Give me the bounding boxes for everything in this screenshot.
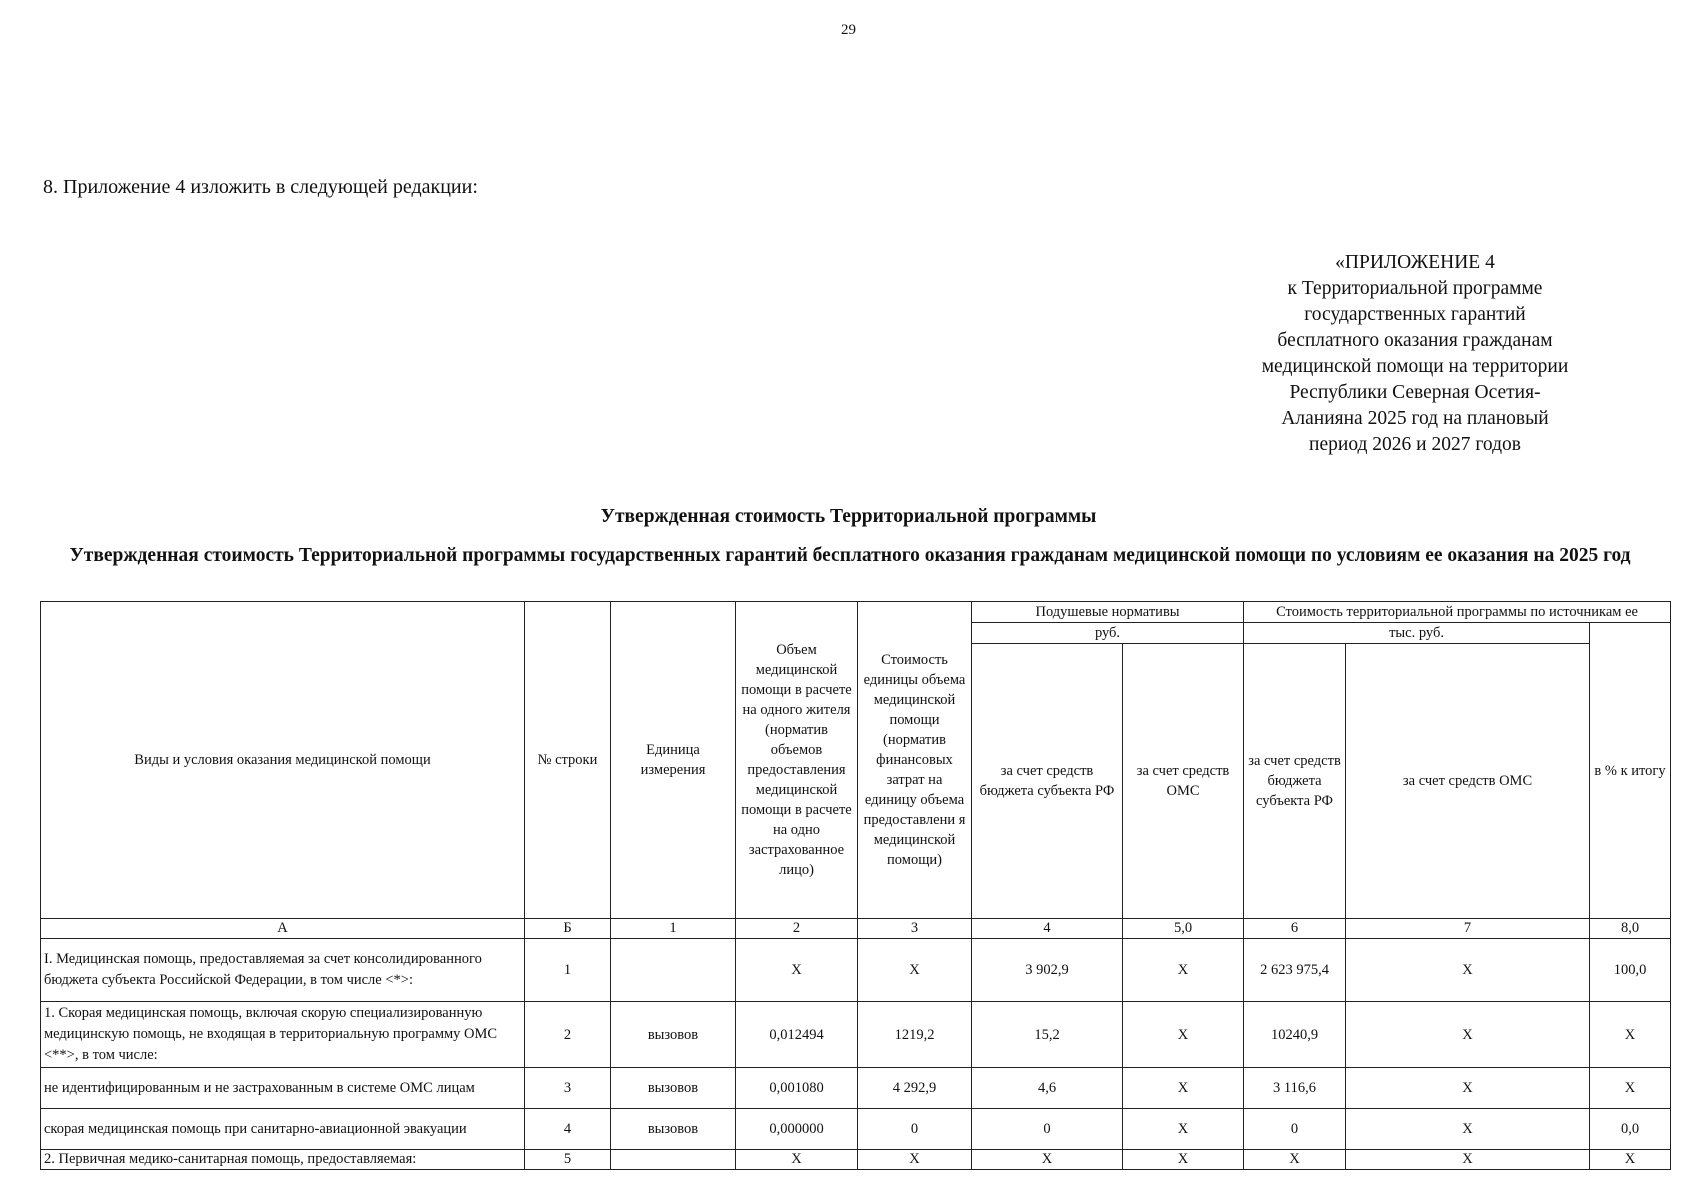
index-cell: 6 xyxy=(1244,919,1346,939)
row-number: 3 xyxy=(525,1068,611,1109)
row-percent: X xyxy=(1590,1150,1671,1170)
header-per-capita-unit: руб. xyxy=(972,623,1244,644)
row-cost-oms: X xyxy=(1346,1068,1590,1109)
index-cell: 1 xyxy=(611,919,736,939)
cost-table xyxy=(40,601,1671,1170)
row-per-capita-budget: 0 xyxy=(972,1109,1123,1150)
row-cost-oms: X xyxy=(1346,939,1590,1002)
appendix-line: «ПРИЛОЖЕНИЕ 4 xyxy=(1335,252,1495,273)
row-unit xyxy=(611,1150,736,1170)
index-cell: А xyxy=(41,919,525,939)
index-cell: 3 xyxy=(858,919,972,939)
appendix-line: Аланияна 2025 год на плановый xyxy=(1281,408,1549,429)
header-cost-group: Стоимость территориальной программы по источникам ее xyxy=(1244,602,1671,623)
document-subtitle: Утвержденная стоимость Территориальной программы государственных гарантий бесплатного оказания гражданам медицинской помощи по условиям ее оказания на 2025 год xyxy=(69,545,1631,566)
index-cell: 4 xyxy=(972,919,1123,939)
row-cost-oms: X xyxy=(1346,1109,1590,1150)
appendix-line: бесплатного оказания гражданам xyxy=(1277,330,1553,351)
row-unit: вызовов xyxy=(611,1109,736,1150)
row-unit-cost: X xyxy=(858,1150,972,1170)
header-percent: в % к итогу xyxy=(1590,623,1671,919)
row-label: 2. Первичная медико-санитарная помощь, предоставляемая: xyxy=(41,1150,525,1170)
index-cell: 8,0 xyxy=(1590,919,1671,939)
row-cost-oms: X xyxy=(1346,1002,1590,1068)
row-per-capita-budget: 3 902,9 xyxy=(972,939,1123,1002)
row-percent: X xyxy=(1590,1068,1671,1109)
table-row xyxy=(41,1002,1671,1068)
row-label: I. Медицинская помощь, предоставляемая за счет консолидированного бюджета субъекта Российской Федерации, в том числе <*>: xyxy=(41,939,525,1002)
row-label: 1. Скорая медицинская помощь, включая скорую специализированную медицинскую помощь, не входящая в территориальную программу ОМС <**>, в том числе: xyxy=(41,1002,525,1068)
row-per-capita-oms: X xyxy=(1123,1150,1244,1170)
row-unit-cost: 4 292,9 xyxy=(858,1068,972,1109)
header-budget-rf: за счет средств бюджета субъекта РФ xyxy=(972,644,1123,919)
instruction-text: 8. Приложение 4 изложить в следующей редакции: xyxy=(43,176,478,198)
row-cost-oms: X xyxy=(1346,1150,1590,1170)
row-per-capita-oms: X xyxy=(1123,1002,1244,1068)
header-cost-unit: тыс. руб. xyxy=(1244,623,1590,644)
row-number: 1 xyxy=(525,939,611,1002)
row-label: скорая медицинская помощь при санитарно-авиационной эвакуации xyxy=(41,1109,525,1150)
row-volume: 0,001080 xyxy=(736,1068,858,1109)
row-cost-budget: 10240,9 xyxy=(1244,1002,1346,1068)
header-unit-cost: Стоимость единицы объема медицинской помощи (норматив финансовых затрат на единицу объема предоставлени я медицинской помощи) xyxy=(858,602,972,919)
table-row xyxy=(41,1109,1671,1150)
row-unit-cost: X xyxy=(858,939,972,1002)
row-volume: X xyxy=(736,1150,858,1170)
row-percent: X xyxy=(1590,1002,1671,1068)
appendix-line: Республики Северная Осетия- xyxy=(1289,382,1541,403)
table-row xyxy=(41,939,1671,1002)
row-per-capita-oms: X xyxy=(1123,939,1244,1002)
row-percent: 100,0 xyxy=(1590,939,1671,1002)
row-unit: вызовов xyxy=(611,1068,736,1109)
document-title: Утвержденная стоимость Территориальной программы xyxy=(600,506,1097,527)
row-number: 2 xyxy=(525,1002,611,1068)
appendix-line: медицинской помощи на территории xyxy=(1261,356,1569,377)
header-per-capita-group: Подушевые нормативы xyxy=(972,602,1244,623)
row-volume: 0,012494 xyxy=(736,1002,858,1068)
header-row-no: № строки xyxy=(525,602,611,919)
row-unit-cost: 0 xyxy=(858,1109,972,1150)
page-number: 29 xyxy=(841,22,856,38)
header-volume: Объем медицинской помощи в расчете на одного жителя (норматив объемов предоставления медицинской помощи в расчете на одно застрахованное лицо) xyxy=(736,602,858,919)
row-per-capita-budget: 4,6 xyxy=(972,1068,1123,1109)
header-oms-cost: за счет средств ОМС xyxy=(1346,644,1590,919)
row-cost-budget: 3 116,6 xyxy=(1244,1068,1346,1109)
index-cell: 5,0 xyxy=(1123,919,1244,939)
row-percent: 0,0 xyxy=(1590,1109,1671,1150)
appendix-line: государственных гарантий xyxy=(1304,304,1526,325)
row-unit: вызовов xyxy=(611,1002,736,1068)
row-volume: X xyxy=(736,939,858,1002)
row-per-capita-oms: X xyxy=(1123,1068,1244,1109)
table-row xyxy=(41,1068,1671,1109)
row-per-capita-budget: 15,2 xyxy=(972,1002,1123,1068)
header-unit: Единица измерения xyxy=(611,602,736,919)
header-oms: за счет средств ОМС xyxy=(1123,644,1244,919)
appendix-line: период 2026 и 2027 годов xyxy=(1309,434,1521,455)
row-label: не идентифицированным и не застрахованным в системе ОМС лицам xyxy=(41,1068,525,1109)
row-number: 4 xyxy=(525,1109,611,1150)
index-cell: Б xyxy=(525,919,611,939)
header-kind: Виды и условия оказания медицинской помощи xyxy=(41,602,525,919)
appendix-heading xyxy=(1235,250,1595,458)
row-volume: 0,000000 xyxy=(736,1109,858,1150)
row-per-capita-oms: X xyxy=(1123,1109,1244,1150)
row-unit xyxy=(611,939,736,1002)
index-cell: 7 xyxy=(1346,919,1590,939)
header-budget-rf-cost: за счет средств бюджета субъекта РФ xyxy=(1244,644,1346,919)
row-number: 5 xyxy=(525,1150,611,1170)
row-unit-cost: 1219,2 xyxy=(858,1002,972,1068)
row-cost-budget: 2 623 975,4 xyxy=(1244,939,1346,1002)
column-index-row xyxy=(41,919,1671,939)
row-per-capita-budget: X xyxy=(972,1150,1123,1170)
row-cost-budget: 0 xyxy=(1244,1109,1346,1150)
index-cell: 2 xyxy=(736,919,858,939)
row-cost-budget: X xyxy=(1244,1150,1346,1170)
appendix-line: к Территориальной программе xyxy=(1287,278,1543,299)
table-row xyxy=(41,1150,1671,1170)
